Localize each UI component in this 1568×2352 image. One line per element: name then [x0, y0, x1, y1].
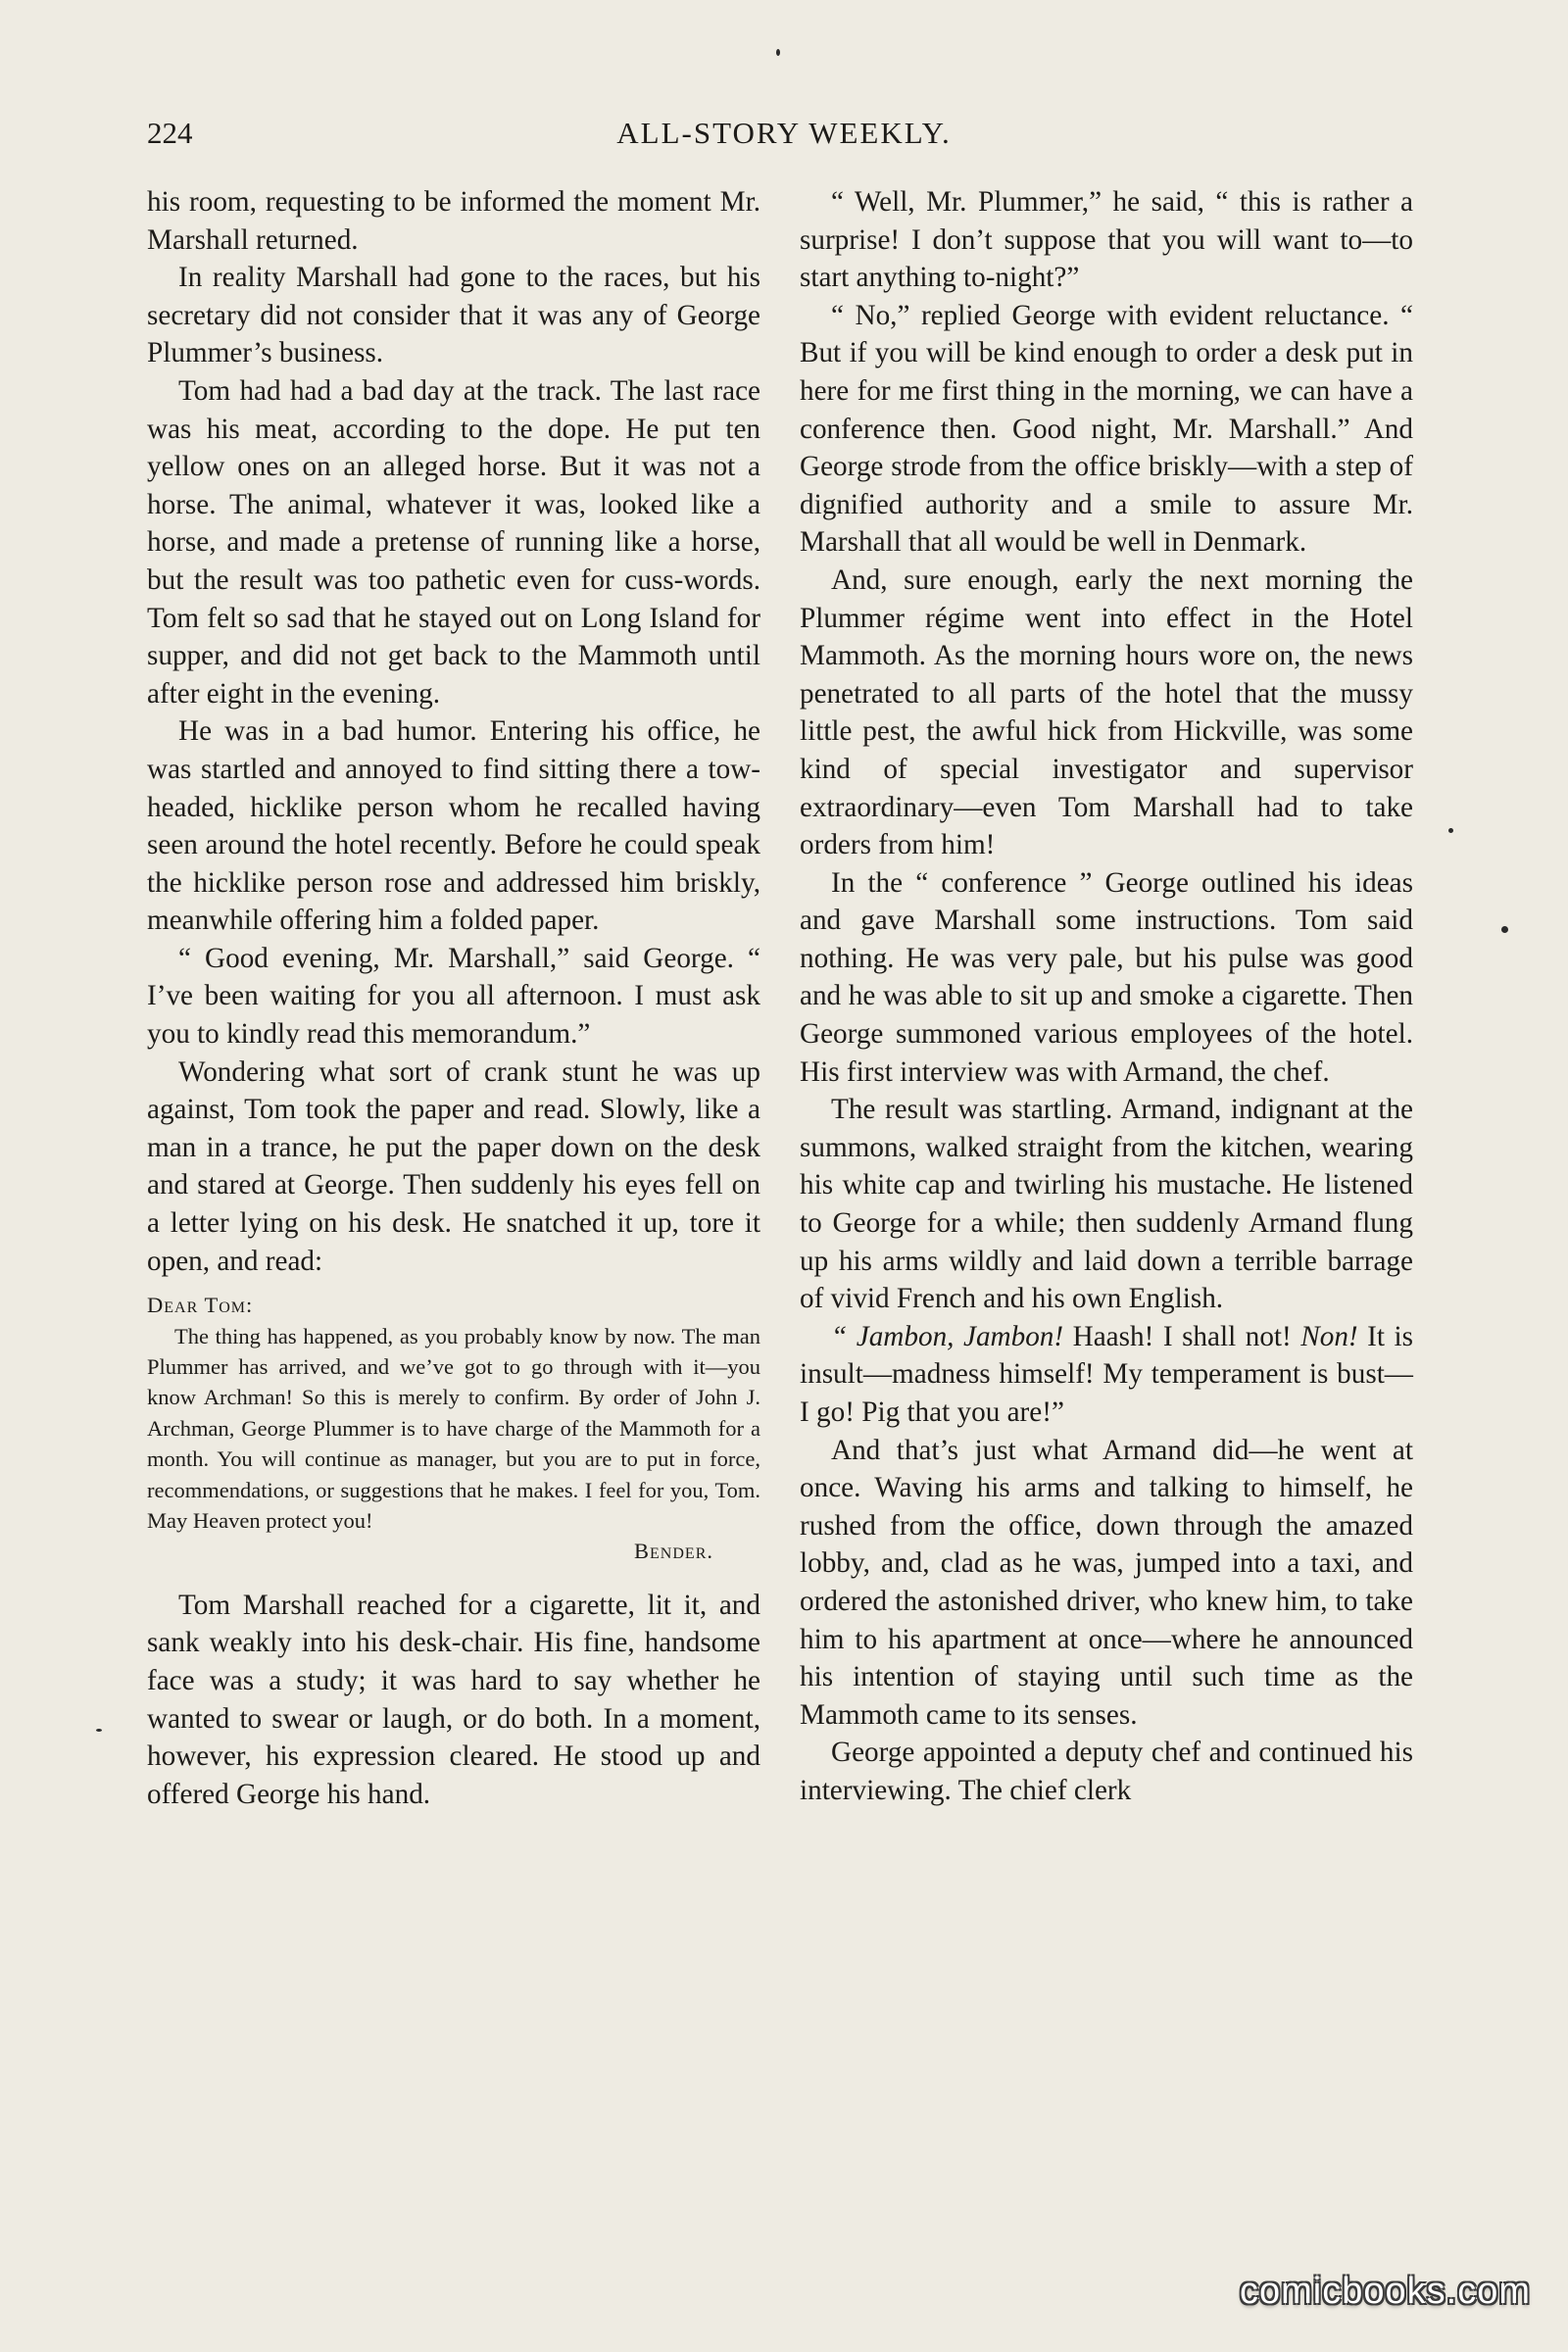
paragraph: George appointed a deputy chef and continued his interviewing. The chief clerk [800, 1737, 1413, 1806]
letter-signature: Bender. [634, 1539, 713, 1564]
running-title: ALL-STORY WEEKLY. [616, 116, 952, 150]
page-number: 224 [147, 116, 193, 150]
paragraph: And, sure enough, early the next morning the Plummer régime went into effect in the Hotel Mammoth. As the morning hours wore on, the news penetrated to all parts of the hotel that the mussy little pest, the awful hick from Hickville, was some kind of special investigator and supervisor extraordinary—even Tom Marshall had to take orders from him! [800, 564, 1413, 861]
paragraph: In the “ conference ” George outlined his ideas and gave Marshall some instructions. Tom said nothing. He was very pale, but his pulse was good and he was able to sit up and smoke a cigarette. Then George summoned various employees of the hotel. His first interview was with Armand, the chef. [800, 866, 1413, 1088]
right-column [800, 183, 1413, 1810]
paragraph: In reality Marshall had gone to the races, but his secretary did not consider that it was any of George Plummer’s business. [147, 262, 760, 369]
paragraph: “ Good evening, Mr. Marshall,” said George. “ I’ve been waiting for you all afternoon. I must ask you to kindly read this memorandum.” [147, 942, 760, 1051]
letter-body: The thing has happened, as you probably know by now. The man Plummer has arrived, and we’ve got to go through with it—you know Archman! So this is merely to confirm. By order of John J. Archman, George Plummer is to have charge of the Mammoth for a month. You will continue as manager, but you are to put in force, recommendations, or suggestions that he makes. I feel for you, Tom. May Heaven protect you! [147, 1323, 760, 1534]
paragraph: Tom Marshall reached for a cigarette, lit it, and sank weakly into his desk-chair. His fine, handsome face was a study; it was hard to say whether he wanted to swear or laugh, or do both. In a moment, however, his expression cleared. He stood up and offered George his hand. [147, 1589, 760, 1810]
paragraph: And that’s just what Armand did—he went at once. Waving his arms and talking to himself, he rushed from the office, down through the amazed lobby, and, clad as he was, jumped into a taxi, and ordered the astonished driver, who knew him, to take him to his apartment at once—where he announced his intention of staying until such time as the Mammoth came to its senses. [800, 1434, 1413, 1731]
paragraph: “ Well, Mr. Plummer,” he said, “ this is rather a surprise! I don’t suppose that you will want to—to start anything to-night?” [800, 186, 1413, 294]
page-header [147, 116, 1421, 155]
italic-text: Non! [1300, 1320, 1358, 1352]
left-column [147, 183, 760, 1813]
print-speck [776, 49, 780, 56]
paragraph: Wondering what sort of crank stunt he was up against, Tom took the paper and read. Slowly, like a man in a trance, he put the paper down on the desk and stared at George. Then suddenly his eyes fell on a letter lying on his desk. He snatched it up, tore it open, and read: [147, 1055, 760, 1277]
quoted-letter [147, 1290, 760, 1567]
paragraph-french-outburst [800, 1318, 1413, 1432]
text: It is insult—madness himself! My temperament is bust—I go! Pig that you are!” [800, 1320, 1414, 1428]
paragraph: The result was startling. Armand, indignant at the summons, walked straight from the kitchen, wearing his white cap and twirling his mustache. He listened to George for a while; then suddenly Armand flung up his arms wildly and laid down a terrible barrage of vivid French and his own English. [800, 1094, 1413, 1315]
print-speck [96, 1729, 102, 1732]
print-speck [1448, 828, 1453, 833]
italic-text: “ Jambon, Jambon! [831, 1320, 1064, 1352]
paragraph: Tom had had a bad day at the track. The last race was his meat, according to the dope. He put ten yellow ones on an alleged horse. But it was not a horse. The animal, whatever it was, looked like a horse, and made a pretense of running like a horse, but the result was too pathetic even for cuss-words. Tom felt so sad that he stayed out on Long Island for supper, and did not get back to the Mammoth until after eight in the evening. [147, 374, 760, 710]
paragraph: He was in a bad humor. Entering his office, he was startled and annoyed to find sitting there a tow-headed, hicklike person whom he recalled having seen around the hotel recently. Before he could speak the hicklike person rose and addressed him briskly, meanwhile offering him a folded paper. [147, 715, 760, 937]
watermark-logo: comicbooks.com [1240, 2271, 1531, 2312]
paragraph: “ No,” replied George with evident reluctance. “ But if you will be kind enough to order a desk put in here for me first thing in the morning, we can have a conference then. Good night, Mr. Marshall.” And George strode from the office briskly—with a step of dignified authority and a smile to assure Mr. Marshall that all would be well in Denmark. [800, 299, 1413, 559]
paragraph: his room, requesting to be informed the moment Mr. Marshall returned. [147, 186, 760, 256]
print-speck [1501, 926, 1508, 933]
text: Haash! I shall not! [1063, 1320, 1301, 1352]
letter-salutation: Dear Tom: [147, 1293, 254, 1318]
